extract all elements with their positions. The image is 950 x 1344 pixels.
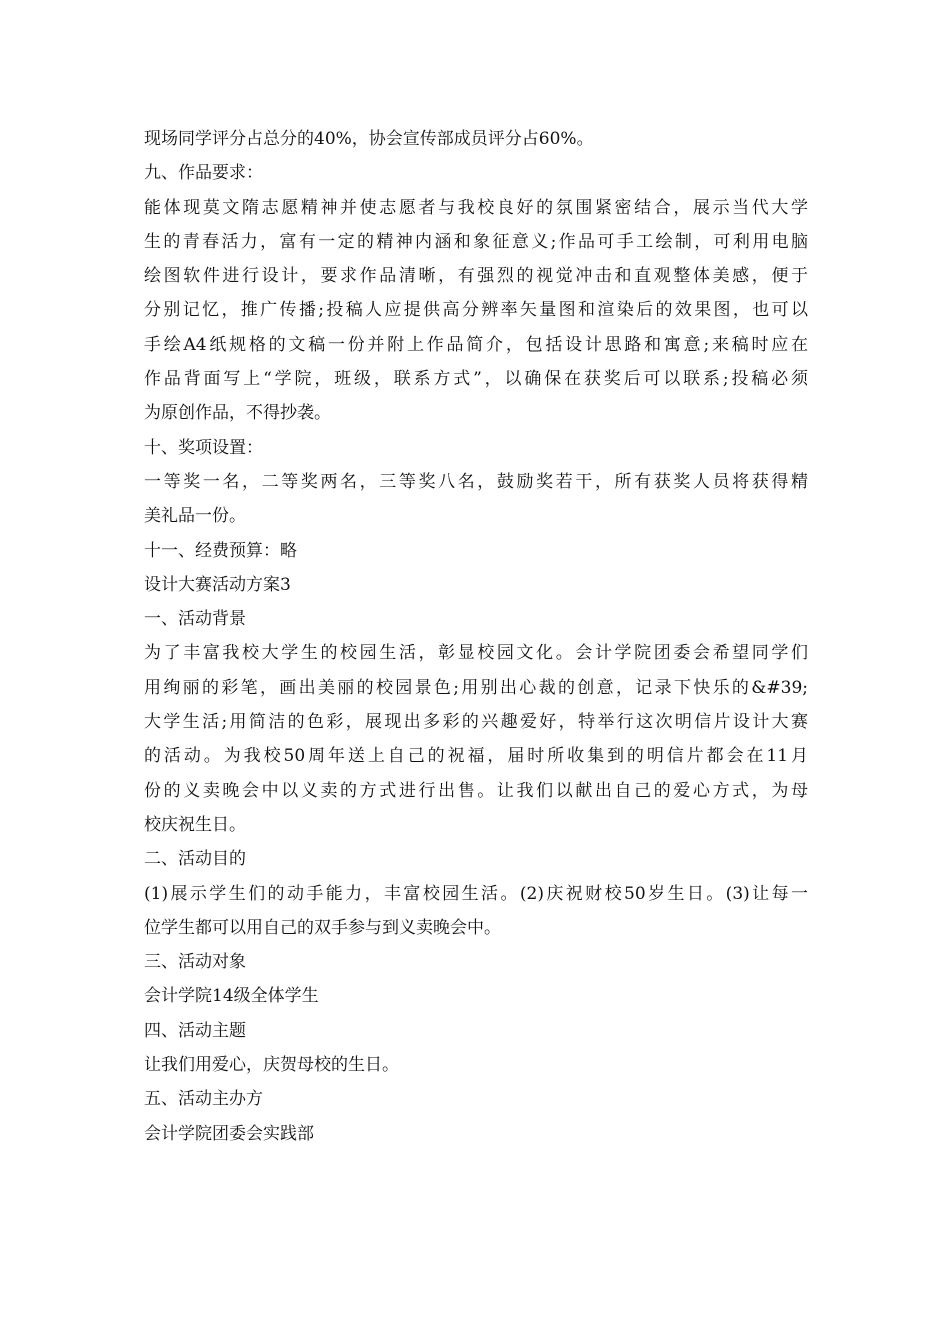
text-line: 分别记忆，推广传播;投稿人应提供高分辨率矢量图和渲染后的效果图，也可以 xyxy=(144,300,808,321)
section-heading: 三、活动对象 xyxy=(144,952,246,973)
text-line: 份的义卖晚会中以义卖的方式进行出售。让我们以献出自己的爱心方式，为母 xyxy=(144,780,808,801)
text-line: 手绘A4纸规格的文稿一份并附上作品简介，包括设计思路和寓意;来稿时应在 xyxy=(144,334,808,355)
text-line: 现场同学评分占总分的40%，协会宣传部成员评分占60%。 xyxy=(144,129,594,149)
text-line: 美礼品一份。 xyxy=(144,506,246,527)
text-line: 生的青春活力，富有一定的精神内涵和象征意义;作品可手工绘制，可利用电脑 xyxy=(144,231,808,252)
text-line: 大学生活;用简洁的色彩，展现出多彩的兴趣爱好，特举行这次明信片设计大赛 xyxy=(144,712,808,733)
section-heading: 四、活动主题 xyxy=(144,1020,246,1041)
section-heading: 二、活动目的 xyxy=(144,849,246,870)
text-line: 位学生都可以用自己的双手参与到义卖晚会中。 xyxy=(144,917,501,938)
text-line: 让我们用爱心，庆贺母校的生日。 xyxy=(144,1055,399,1076)
text-line: 为原创作品，不得抄袭。 xyxy=(144,403,331,424)
text-line: 能体现莫文隋志愿精神并使志愿者与我校良好的氛围紧密结合，展示当代大学 xyxy=(144,197,808,218)
text-line: 校庆祝生日。 xyxy=(144,814,246,835)
text-line: 会计学院团委会实践部 xyxy=(144,1123,314,1144)
section-heading: 十一、经费预算：略 xyxy=(144,540,297,561)
text-line: 绘图软件进行设计，要求作品清晰，有强烈的视觉冲击和直观整体美感，便于 xyxy=(144,266,808,287)
document-body xyxy=(144,122,808,1151)
text-line: 为了丰富我校大学生的校园生活，彰显校园文化。会计学院团委会希望同学们 xyxy=(144,643,808,664)
section-heading: 一、活动背景 xyxy=(144,609,246,630)
text-line: 作品背面写上“学院，班级，联系方式”，以确保在获奖后可以联系;投稿必须 xyxy=(144,369,808,390)
section-heading: 九、作品要求： xyxy=(144,163,263,184)
text-line: 的活动。为我校50周年送上自己的祝福，届时所收集到的明信片都会在11月 xyxy=(144,746,808,767)
text-line: 一等奖一名，二等奖两名，三等奖八名，鼓励奖若干，所有获奖人员将获得精 xyxy=(144,471,808,492)
text-line: 用绚丽的彩笔，画出美丽的校园景色;用别出心裁的创意，记录下快乐的&#39; xyxy=(144,677,808,698)
text-line: (1)展示学生们的动手能力，丰富校园生活。(2)庆祝财校50岁生日。(3)让每一 xyxy=(144,883,808,904)
text-line: 会计学院14级全体学生 xyxy=(144,986,319,1007)
document-title: 设计大赛活动方案3 xyxy=(144,574,291,595)
section-heading: 五、活动主办方 xyxy=(144,1089,263,1110)
section-heading: 十、奖项设置： xyxy=(144,437,263,458)
